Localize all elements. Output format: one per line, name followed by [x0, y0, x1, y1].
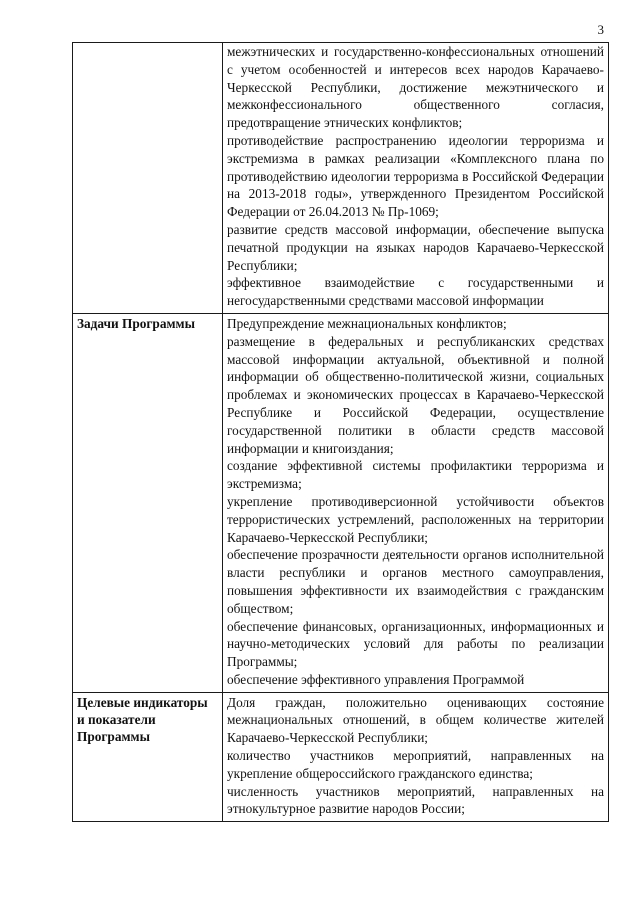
list-item: размещение в федеральных и республиканских средствах массовой информации актуальной, объективной и полной информации об общественно-политической жизни, социальных проблемах и экономических процессах в Карачаево-Черкесской Республике и Российской Федерации, осуществление государственной политики в области средств массовой информации и книгоиздания; [227, 333, 604, 456]
list-item: межэтнических и государственно-конфессиональных отношений с учетом особенностей и интересов всех народов Карачаево-Черкесской Республики, достижение межэтнического и межконфессионального общественного согласия, предотвращение этнических конфликтов; [227, 44, 604, 131]
list-item: обеспечение финансовых, организационных, информационных и научно-методических условий для работы по реализации Программы; [227, 618, 604, 670]
list-item: обеспечение прозрачности деятельности органов исполнительной власти республики и органов местного самоуправления, повышения эффективности их взаимодействия с гражданским обществом; [227, 547, 604, 616]
list-item: эффективное взаимодействие с государственными и негосударственными средствами массовой информации [227, 275, 604, 309]
list-item: развитие средств массовой информации, обеспечение выпуска печатной продукции на языках народов Карачаево-Черкесской Республики; [227, 221, 604, 273]
row-content [223, 692, 609, 822]
list-item: Доля граждан, положительно оценивающих состояние межнациональных отношений, в общем количестве жителей Карачаево-Черкесской Республики; [227, 694, 604, 746]
row-label [73, 43, 223, 314]
list-item: создание эффективной системы профилактики терроризма и экстремизма; [227, 458, 604, 492]
table-row [73, 692, 609, 822]
row-content [223, 313, 609, 692]
page-number: 3 [597, 22, 604, 37]
list-item: количество участников мероприятий, направленных на укрепление общероссийского гражданского единства; [227, 748, 604, 781]
list-item: численность участников мероприятий, направленных на этнокультурное развитие народов России; [227, 783, 604, 817]
table-row [73, 43, 609, 314]
list-item: Предупреждение межнациональных конфликтов; [227, 315, 507, 331]
row-label-tasks: Задачи Программы [73, 313, 223, 692]
program-passport-table [72, 42, 609, 822]
row-label-indicators: Целевые индикаторы и показатели Программы [73, 692, 223, 822]
row-content [223, 43, 609, 314]
list-item: обеспечение эффективного управления Программой [227, 671, 525, 687]
table-row [73, 313, 609, 692]
list-item: укрепление противодиверсионной устойчивости объектов террористических устремлений, расположенных на территории Карачаево-Черкесской Республики; [227, 493, 604, 545]
list-item: противодействие распространению идеологии терроризма и экстремизма в рамках реализации «Комплексного плана по противодействию идеологии терроризма в Российской Федерации на 2013-2018 годы», утвержденного Президентом Российской Федерации от 26.04.2013 № Пр-1069; [227, 132, 604, 220]
